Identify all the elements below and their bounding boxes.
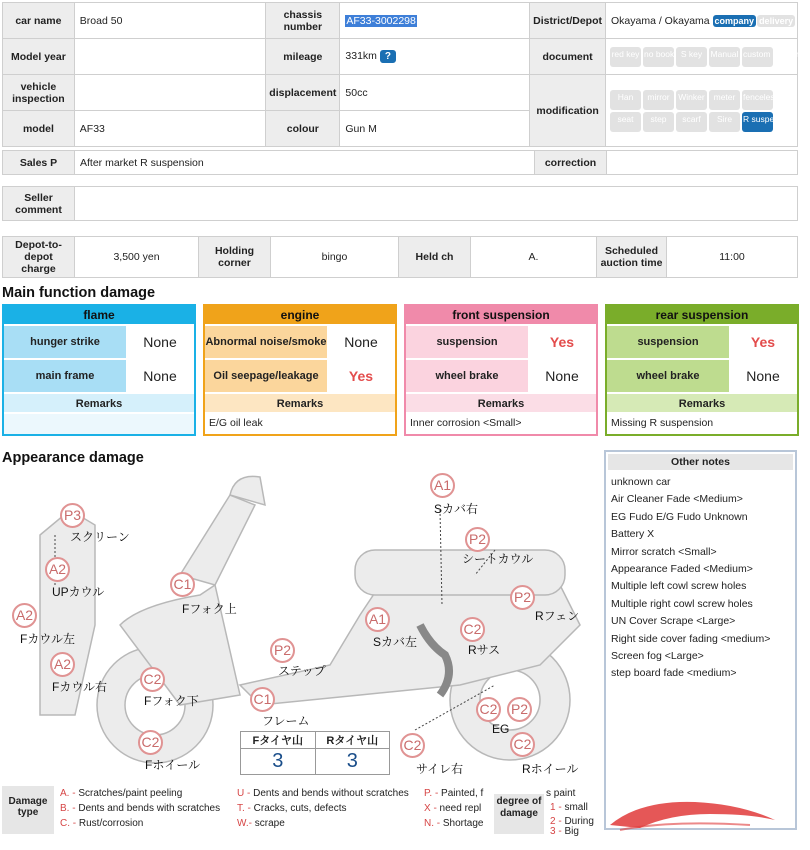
note-item: Appearance Faded <Medium>: [611, 562, 753, 575]
part-front-cowl-right-code[interactable]: A2: [50, 652, 75, 677]
part-rear-wheel-name: Rホイール: [522, 762, 579, 776]
held-label: Held ch: [399, 237, 471, 278]
mileage-help-button[interactable]: ?: [380, 50, 396, 63]
delivery-button[interactable]: delivery: [759, 15, 794, 26]
seller-label: Seller comment: [3, 187, 75, 221]
car-name-label: car name: [3, 3, 75, 39]
part-frame-code[interactable]: C1: [250, 687, 275, 712]
displacement-value: 50cc: [340, 75, 530, 111]
holding-corner-label: Holding corner: [199, 237, 271, 278]
seller-table: [2, 186, 798, 221]
rear-suspension-box: [605, 304, 799, 436]
part-engine-name: EG: [492, 722, 510, 736]
rear-row1-label: suspension: [637, 335, 699, 348]
part-fork-upper-code[interactable]: C1: [170, 572, 195, 597]
doc-no-book-button[interactable]: no book: [643, 47, 674, 67]
legend-n: N. - Shortage: [424, 818, 484, 829]
part-seat-cowl-code[interactable]: P2: [465, 527, 490, 552]
part-step-name: ステップ: [278, 664, 326, 678]
watermark-logo: [600, 790, 795, 840]
document-label: document: [530, 39, 606, 75]
note-item: Screen fog <Large>: [611, 649, 704, 662]
legend-degree-2: 2 - During: [550, 816, 594, 827]
legend-p-tail: s paint: [546, 788, 576, 799]
holding-corner-value: bingo: [271, 237, 399, 278]
mileage-label: mileage: [266, 39, 340, 75]
rear-tire-value: 3: [315, 749, 390, 775]
model-year-label: Model year: [3, 39, 75, 75]
mod-meter-button[interactable]: meter: [709, 90, 740, 110]
mod-mirror-button[interactable]: mirror: [643, 90, 674, 110]
mod-step-button[interactable]: step: [643, 112, 674, 132]
front-tire-label: Fタイヤ山: [241, 732, 316, 749]
damage-type-label: Damage type: [2, 786, 54, 834]
note-item: unknown car: [611, 476, 671, 488]
rear-title: rear suspension: [607, 306, 797, 324]
engine-row1-value: None: [327, 326, 395, 358]
engine-row1-label: Abnormal noise/smoke: [205, 335, 327, 348]
note-item: Air Cleaner Fade <Medium>: [611, 493, 743, 506]
rear-tire-label: Rタイヤ山: [315, 732, 390, 749]
part-rear-suspension-code[interactable]: C2: [460, 617, 485, 642]
part-rear-suspension-name: Rサス: [468, 643, 501, 657]
engine-row2-label: Oil seepage/leakage: [213, 369, 319, 382]
part-rear-fender-name: Rフェン: [535, 609, 580, 623]
front-row1-value: Yes: [528, 326, 596, 358]
correction-label: correction: [535, 151, 607, 175]
part-step-code[interactable]: P2: [270, 638, 295, 663]
flame-title: flame: [4, 306, 194, 324]
model-value: AF33: [74, 111, 265, 147]
seat-shape: [355, 550, 565, 595]
part-up-cowl-name: UPカウル: [52, 585, 105, 599]
part-rear-wheel-code[interactable]: C2: [510, 732, 535, 757]
flame-row2-label: main frame: [35, 369, 95, 382]
mod-fenceless-button[interactable]: fenceless: [742, 90, 773, 110]
engine-remarks-label: Remarks: [205, 392, 395, 412]
company-button[interactable]: company: [714, 15, 755, 26]
flame-remarks-value: [4, 412, 194, 434]
part-up-cowl-code[interactable]: A2: [45, 557, 70, 582]
appearance-damage-title: Appearance damage: [2, 450, 144, 466]
auction-time-label: Scheduled auction time: [597, 237, 667, 278]
mod-scarf-button[interactable]: scarf: [676, 112, 707, 132]
note-item: UN Cover Scrape <Large>: [611, 615, 736, 628]
rear-remarks-value: Missing R suspension: [607, 412, 797, 434]
engine-remarks-value: E/G oil leak: [205, 412, 395, 434]
doc-s-key-button[interactable]: S key: [676, 47, 707, 67]
legend-degree-1: 1 - small: [550, 802, 588, 813]
front-row2-value: None: [528, 360, 596, 392]
other-notes-title: Other notes: [608, 454, 793, 470]
flame-box: [2, 304, 196, 436]
note-item: Right side cover fading <medium>: [611, 632, 771, 645]
part-side-cover-left-name: Sカバ左: [373, 635, 418, 649]
rear-row2-value: None: [729, 360, 797, 392]
sales-value: After market R suspension: [75, 151, 535, 175]
front-fork-shape: [180, 495, 255, 585]
district-value: Okayama / Okayama: [611, 14, 710, 27]
part-front-wheel-name: Fホイール: [145, 758, 201, 772]
correction-value: [607, 151, 798, 175]
part-front-cowl-right-name: Fカウル右: [52, 680, 107, 694]
part-engine-paint-code[interactable]: P2: [507, 697, 532, 722]
rear-remarks-label: Remarks: [607, 392, 797, 412]
legend-t: T. - Cracks, cuts, defects: [237, 803, 347, 814]
note-item: step board fade <medium>: [611, 667, 737, 680]
doc-manual-button[interactable]: Manual: [709, 47, 740, 67]
flame-row1-value: None: [126, 326, 194, 358]
part-front-cowl-left-code[interactable]: A2: [12, 603, 37, 628]
note-item: Multiple right cowl screw holes: [611, 597, 753, 610]
legend-degree-3: 3 - Big: [550, 826, 579, 837]
car-name-value: Broad 50: [74, 3, 265, 39]
inspection-value: [74, 75, 265, 111]
note-item: Multiple left cowl screw holes: [611, 580, 747, 593]
depot-charge-value: 3,500 yen: [75, 237, 199, 278]
depot-table: [2, 236, 798, 278]
chassis-label: chassis number: [266, 3, 340, 39]
doc-custom-clearance-button[interactable]: custom clearance: [742, 47, 773, 67]
front-remarks-value: Inner corrosion <Small>: [406, 412, 596, 434]
front-row2-label: wheel brake: [435, 369, 499, 382]
flame-remarks-label: Remarks: [4, 392, 194, 412]
seller-value: [75, 187, 798, 221]
rear-row1-value: Yes: [729, 326, 797, 358]
part-rear-fender-code[interactable]: P2: [510, 585, 535, 610]
main-damage-title: Main function damage: [2, 285, 156, 301]
colour-value: Gun M: [340, 111, 530, 147]
model-year-value: [74, 39, 265, 75]
district-label: District/Depot: [530, 3, 606, 39]
mileage-value: 331km: [345, 50, 377, 62]
front-row1-label: suspension: [436, 335, 498, 348]
part-side-cover-left-code[interactable]: A1: [365, 607, 390, 632]
mod-r-suspension-button[interactable]: R suspension: [742, 112, 773, 132]
other-notes-panel: [604, 450, 797, 830]
rear-row2-label: wheel brake: [636, 369, 700, 382]
mod-han-button[interactable]: Han: [610, 90, 641, 110]
legend-x: X - need repl: [424, 803, 482, 814]
engine-title: engine: [205, 306, 395, 324]
part-side-cover-right-code[interactable]: A1: [430, 473, 455, 498]
sales-label: Sales P: [3, 151, 75, 175]
legend-w: W.- scrape: [237, 818, 285, 829]
inspection-label: vehicle inspection: [3, 75, 75, 111]
auction-time-value: 11:00: [667, 237, 798, 278]
front-title: front suspension: [406, 306, 596, 324]
legend-u: U - Dents and bends without scratches: [237, 788, 409, 799]
part-engine-code[interactable]: C2: [476, 697, 501, 722]
engine-box: [203, 304, 397, 436]
mod-winker-button[interactable]: Winker: [676, 90, 707, 110]
flame-row1-label: hunger strike: [30, 335, 100, 348]
tire-tread-table: [240, 731, 390, 775]
engine-row2-value: Yes: [327, 360, 395, 392]
damage-legend: [2, 786, 602, 837]
part-screen-name: スクリーン: [70, 530, 130, 544]
modification-label: modification: [530, 75, 606, 147]
part-frame-name: フレーム: [262, 714, 310, 728]
part-fork-lower-name: Fフォク下: [144, 694, 199, 708]
part-seat-cowl-name: シートカウル: [462, 552, 534, 566]
sales-table: [2, 150, 798, 175]
held-value: A.: [471, 237, 597, 278]
displacement-label: displacement: [266, 75, 340, 111]
part-muffler-right-code[interactable]: C2: [400, 733, 425, 758]
chassis-value[interactable]: AF33-3002298: [346, 14, 416, 27]
note-item: Mirror scratch <Small>: [611, 545, 717, 558]
depot-charge-label: Depot-to-depot charge: [3, 237, 75, 278]
mod-sire-button[interactable]: Sire: [709, 112, 740, 132]
colour-label: colour: [266, 111, 340, 147]
legend-p: P. - Painted, f: [424, 788, 484, 799]
front-remarks-label: Remarks: [406, 392, 596, 412]
spec-table: [2, 2, 810, 147]
part-front-wheel-code[interactable]: C2: [138, 730, 163, 755]
part-fork-lower-code[interactable]: C2: [140, 667, 165, 692]
part-side-cover-right-name: Sカバ右: [434, 502, 479, 516]
degree-label: degree of damage: [494, 794, 544, 834]
legend-c: C. - Rust/corrosion: [60, 818, 144, 829]
legend-b: B. - Dents and bends with scratches: [60, 803, 221, 814]
model-label: model: [3, 111, 75, 147]
doc-red-key-button[interactable]: red key: [610, 47, 641, 67]
part-screen-code[interactable]: P3: [60, 503, 85, 528]
part-front-cowl-left-name: Fカウル左: [20, 632, 75, 646]
mod-seat-button[interactable]: seat: [610, 112, 641, 132]
front-suspension-box: [404, 304, 598, 436]
part-fork-upper-name: Fフォク上: [182, 602, 237, 616]
note-item: EG Fudo E/G Fudo Unknown: [611, 510, 748, 523]
front-tire-value: 3: [241, 749, 316, 775]
part-muffler-right-name: サイレ右: [416, 762, 464, 776]
legend-a: A. - Scratches/paint peeling: [60, 788, 183, 799]
note-item: Battery X: [611, 528, 655, 541]
flame-row2-value: None: [126, 360, 194, 392]
